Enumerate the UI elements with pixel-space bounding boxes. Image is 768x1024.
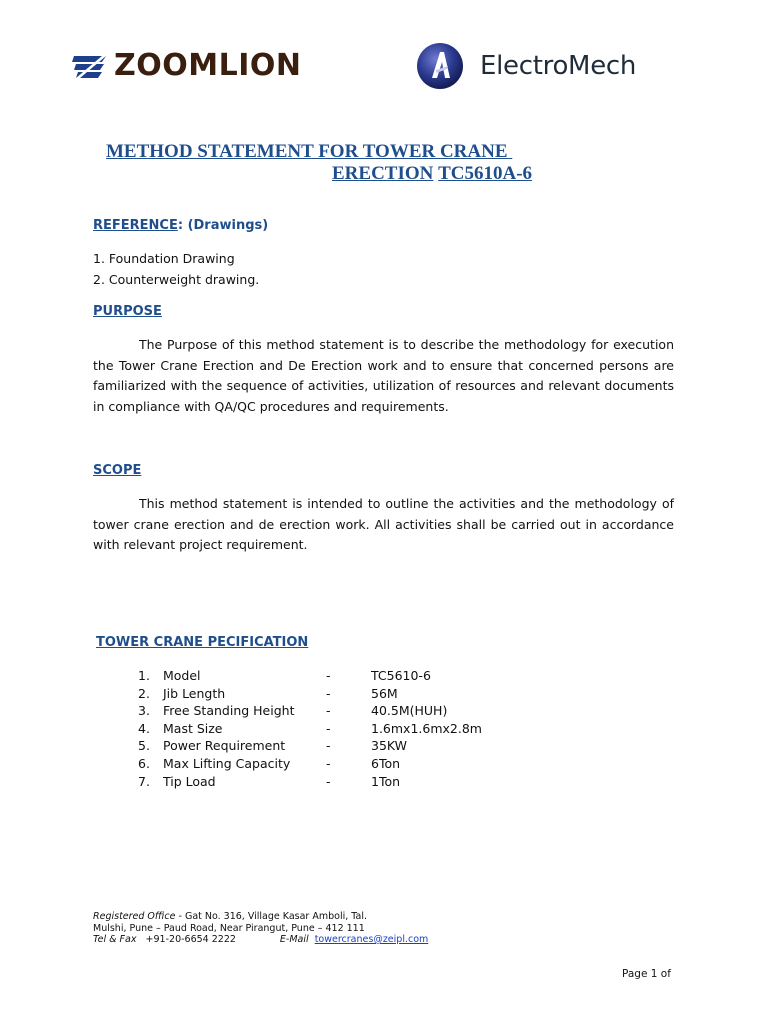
spec-row-power-requirement: 5. Power Requirement - 35KW [138, 738, 408, 754]
reference-list [93, 249, 259, 290]
document-title-line1: METHOD STATEMENT FOR TOWER CRANE [106, 141, 508, 162]
spec-row-jib-length: 2. Jib Length - 56M [138, 685, 398, 701]
zoomlion-mark-icon [72, 52, 108, 80]
spec-heading: TOWER CRANE PECIFICATION [96, 635, 309, 650]
electromech-wordmark: ElectroMech [480, 51, 637, 81]
footer-office-line2: Mulshi, Pune – Paud Road, Near Pirangut, Pune – 412 111 [93, 922, 365, 934]
scope-paragraph: This method statement is intended to outline the activities and the methodology of tower crane erection and de erection work. All activities shall be carried out in accordance with relevant project requirement. [93, 496, 674, 552]
spec-row-mast-size: 4. Mast Size - 1.6mx1.6mx2.8m [138, 720, 482, 736]
footer-contact-line: Tel & Fax +91-20-6654 2222 E-Mail towercranes@zeipl.com [93, 934, 429, 945]
reference-heading: REFERENCE: (Drawings) [93, 218, 269, 233]
spec-row-tip-load: 7. Tip Load - 1Ton [138, 773, 401, 789]
spec-row-free-standing-height: 3. Free Standing Height - 40.5M(HUH) [138, 703, 448, 719]
list-item: 1. Foundation Drawing [93, 251, 235, 266]
spec-list [138, 667, 538, 790]
email-link[interactable]: towercranes@zeipl.com [314, 934, 429, 945]
page-number: Page 1 of [622, 968, 671, 980]
electromech-mark-icon [416, 42, 464, 90]
footer-office-line1: Registered Office - Gat No. 316, Village Kasar Amboli, Tal. [93, 911, 367, 922]
purpose-paragraph: The Purpose of this method statement is to describe the methodology for execution the Tower Crane Erection and De Erection work and to ensure that concerned persons are familiarized with the sequence of activities, utilization of resources and relevant documents in compliance with QA/QC procedures and requirements. [93, 337, 674, 414]
spec-row-max-lifting-capacity: 6. Max Lifting Capacity - 6Ton [138, 755, 401, 771]
zoomlion-logo [72, 48, 302, 84]
zoomlion-wordmark: ZOOMLION [114, 48, 302, 83]
document-title-line2: ERECTION TC5610A-6 [332, 163, 533, 184]
list-item: 2. Counterweight drawing. [93, 271, 260, 287]
electromech-logo [416, 42, 636, 90]
scope-heading: SCOPE [93, 463, 142, 478]
spec-row-model: 1. Model - TC5610-6 [138, 668, 431, 683]
purpose-heading: PURPOSE [93, 304, 162, 319]
page-footer [93, 911, 428, 946]
